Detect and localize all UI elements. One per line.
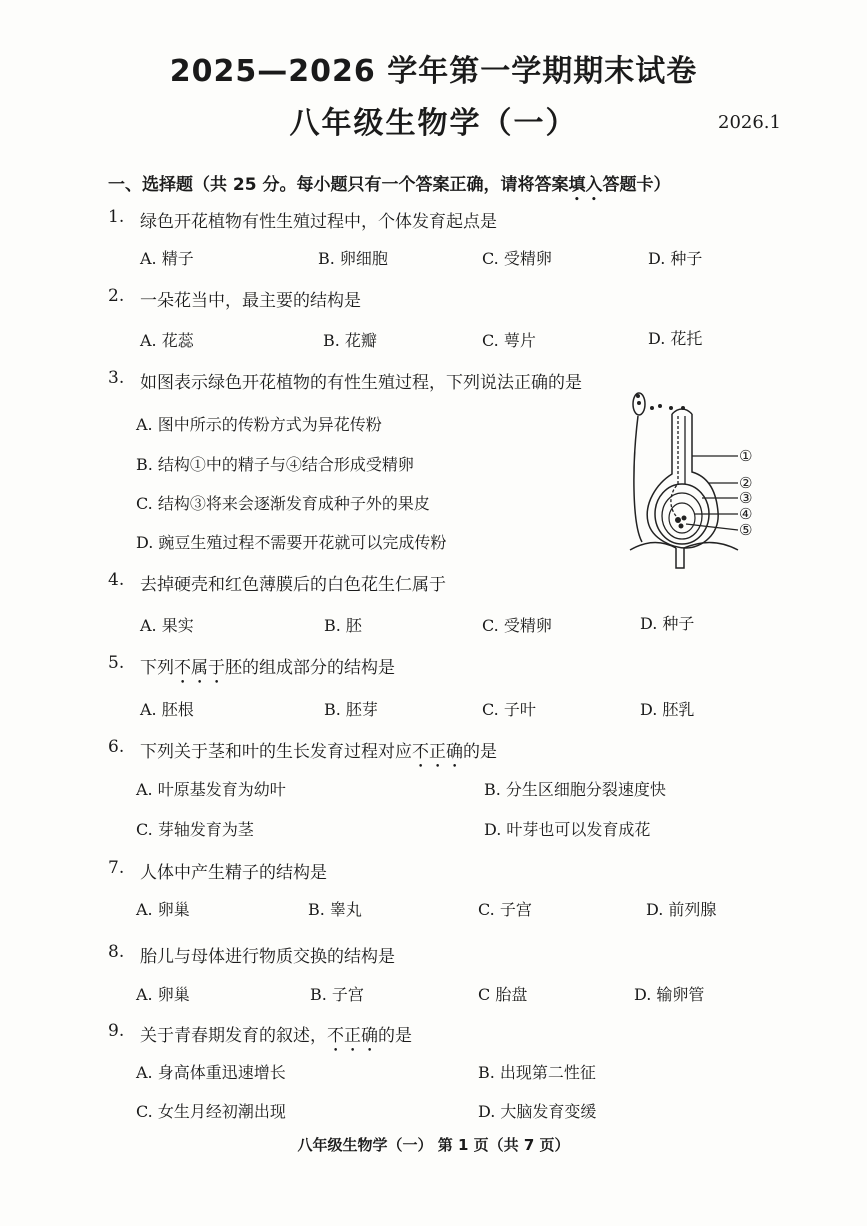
option-c: C. 萼片 — [482, 331, 536, 350]
option-b: B. 分生区细胞分裂速度快 — [484, 780, 666, 799]
question-text-emph: 不正确 — [412, 742, 463, 762]
option-d: D. 种子 — [648, 249, 703, 268]
option-a: A. 身高体重迅速增长 — [136, 1063, 286, 1082]
question-text: 绿色开花植物有性生殖过程中，个体发育起点是 — [140, 212, 497, 232]
question-number: 6. — [108, 737, 125, 757]
question-number: 9. — [108, 1021, 125, 1041]
question-text-prefix: 关于青春期发育的叙述， — [140, 1026, 327, 1046]
option-b: B. 结构①中的精子与④结合形成受精卵 — [136, 455, 414, 474]
option-d: D. 花托 — [648, 329, 703, 348]
option-c: C. 芽轴发育为茎 — [136, 820, 254, 839]
option-b: B. 花瓣 — [323, 331, 377, 350]
exam-title: 2025—2026 学年第一学期期末试卷 — [169, 54, 698, 89]
option-a: A. 精子 — [140, 249, 194, 268]
option-c: C. 受精卵 — [482, 249, 552, 268]
option-c: C. 女生月经初潮出现 — [136, 1102, 286, 1121]
question-text-suffix: 的是 — [463, 742, 497, 762]
section-heading-suffix: 答题卡） — [602, 175, 671, 195]
question-number: 7. — [108, 858, 125, 878]
question-text — [140, 1021, 412, 1056]
option-b: B. 胚 — [324, 616, 362, 635]
question-text-prefix: 下列关于茎和叶的生长发育过程对应 — [140, 742, 412, 762]
option-a: A. 叶原基发育为幼叶 — [136, 780, 286, 799]
option-a: A. 花蕊 — [140, 331, 194, 350]
section-heading-emph: 填入 — [568, 175, 603, 195]
option-b: B. 子宫 — [310, 985, 364, 1004]
option-b: B. 卵细胞 — [318, 249, 388, 268]
option-d: D. 前列腺 — [646, 900, 717, 919]
question-text-emph: 不属于 — [174, 658, 225, 678]
question-text-emph: 不正确 — [327, 1026, 378, 1046]
figure-label-3: ③ — [739, 489, 753, 507]
option-d: D. 种子 — [640, 614, 695, 633]
question-text — [140, 653, 395, 688]
option-c: C 胎盘 — [478, 985, 528, 1004]
question-text — [140, 737, 497, 772]
option-b: B. 睾丸 — [308, 900, 362, 919]
section-heading — [108, 170, 671, 205]
option-c: C. 子叶 — [482, 700, 536, 719]
question-text: 去掉硬壳和红色薄膜后的白色花生仁属于 — [140, 575, 446, 595]
question-number: 4. — [108, 570, 125, 590]
option-d: D. 输卵管 — [634, 985, 705, 1004]
figure-label-2: ② — [739, 474, 753, 492]
option-a: A. 果实 — [140, 616, 194, 635]
figure-label-4: ④ — [739, 505, 753, 523]
option-c: C. 受精卵 — [482, 616, 552, 635]
option-c: C. 结构③将来会逐渐发育成种子外的果皮 — [136, 494, 430, 513]
question-text-suffix: 胚的组成部分的结构是 — [225, 658, 395, 678]
figure-label-1: ① — [739, 447, 753, 465]
option-a: A. 卵巢 — [136, 985, 190, 1004]
option-d: D. 叶芽也可以发育成花 — [484, 820, 651, 839]
question-text: 胎儿与母体进行物质交换的结构是 — [140, 947, 395, 967]
question-number: 1. — [108, 207, 125, 227]
figure-label-5: ⑤ — [739, 521, 753, 539]
exam-subtitle: 八年级生物学（一） — [289, 106, 578, 141]
option-b: B. 胚芽 — [324, 700, 378, 719]
option-c: C. 子宫 — [478, 900, 532, 919]
option-b: B. 出现第二性征 — [478, 1063, 596, 1082]
pistil-diagram — [620, 384, 770, 574]
option-a: A. 胚根 — [140, 700, 194, 719]
section-heading-prefix: 一、选择题（共 25 分。每小题只有一个答案正确，请将答案 — [108, 175, 569, 195]
question-number: 8. — [108, 942, 125, 962]
question-number: 5. — [108, 653, 125, 673]
question-text-suffix: 的是 — [378, 1026, 412, 1046]
page-footer: 八年级生物学（一） 第 1 页（共 7 页） — [297, 1136, 570, 1154]
option-d: D. 大脑发育变缓 — [478, 1102, 597, 1121]
question-text: 人体中产生精子的结构是 — [140, 863, 327, 883]
option-d: D. 豌豆生殖过程不需要开花就可以完成传粉 — [136, 533, 447, 552]
option-d: D. 胚乳 — [640, 700, 695, 719]
question-number: 3. — [108, 368, 125, 388]
option-a: A. 卵巢 — [136, 900, 190, 919]
exam-date: 2026.1 — [718, 112, 781, 133]
option-a: A. 图中所示的传粉方式为异花传粉 — [136, 415, 382, 434]
question-text: 如图表示绿色开花植物的有性生殖过程，下列说法正确的是 — [140, 373, 582, 393]
question-text: 一朵花当中，最主要的结构是 — [140, 291, 361, 311]
question-number: 2. — [108, 286, 125, 306]
question-text-prefix: 下列 — [140, 658, 174, 678]
